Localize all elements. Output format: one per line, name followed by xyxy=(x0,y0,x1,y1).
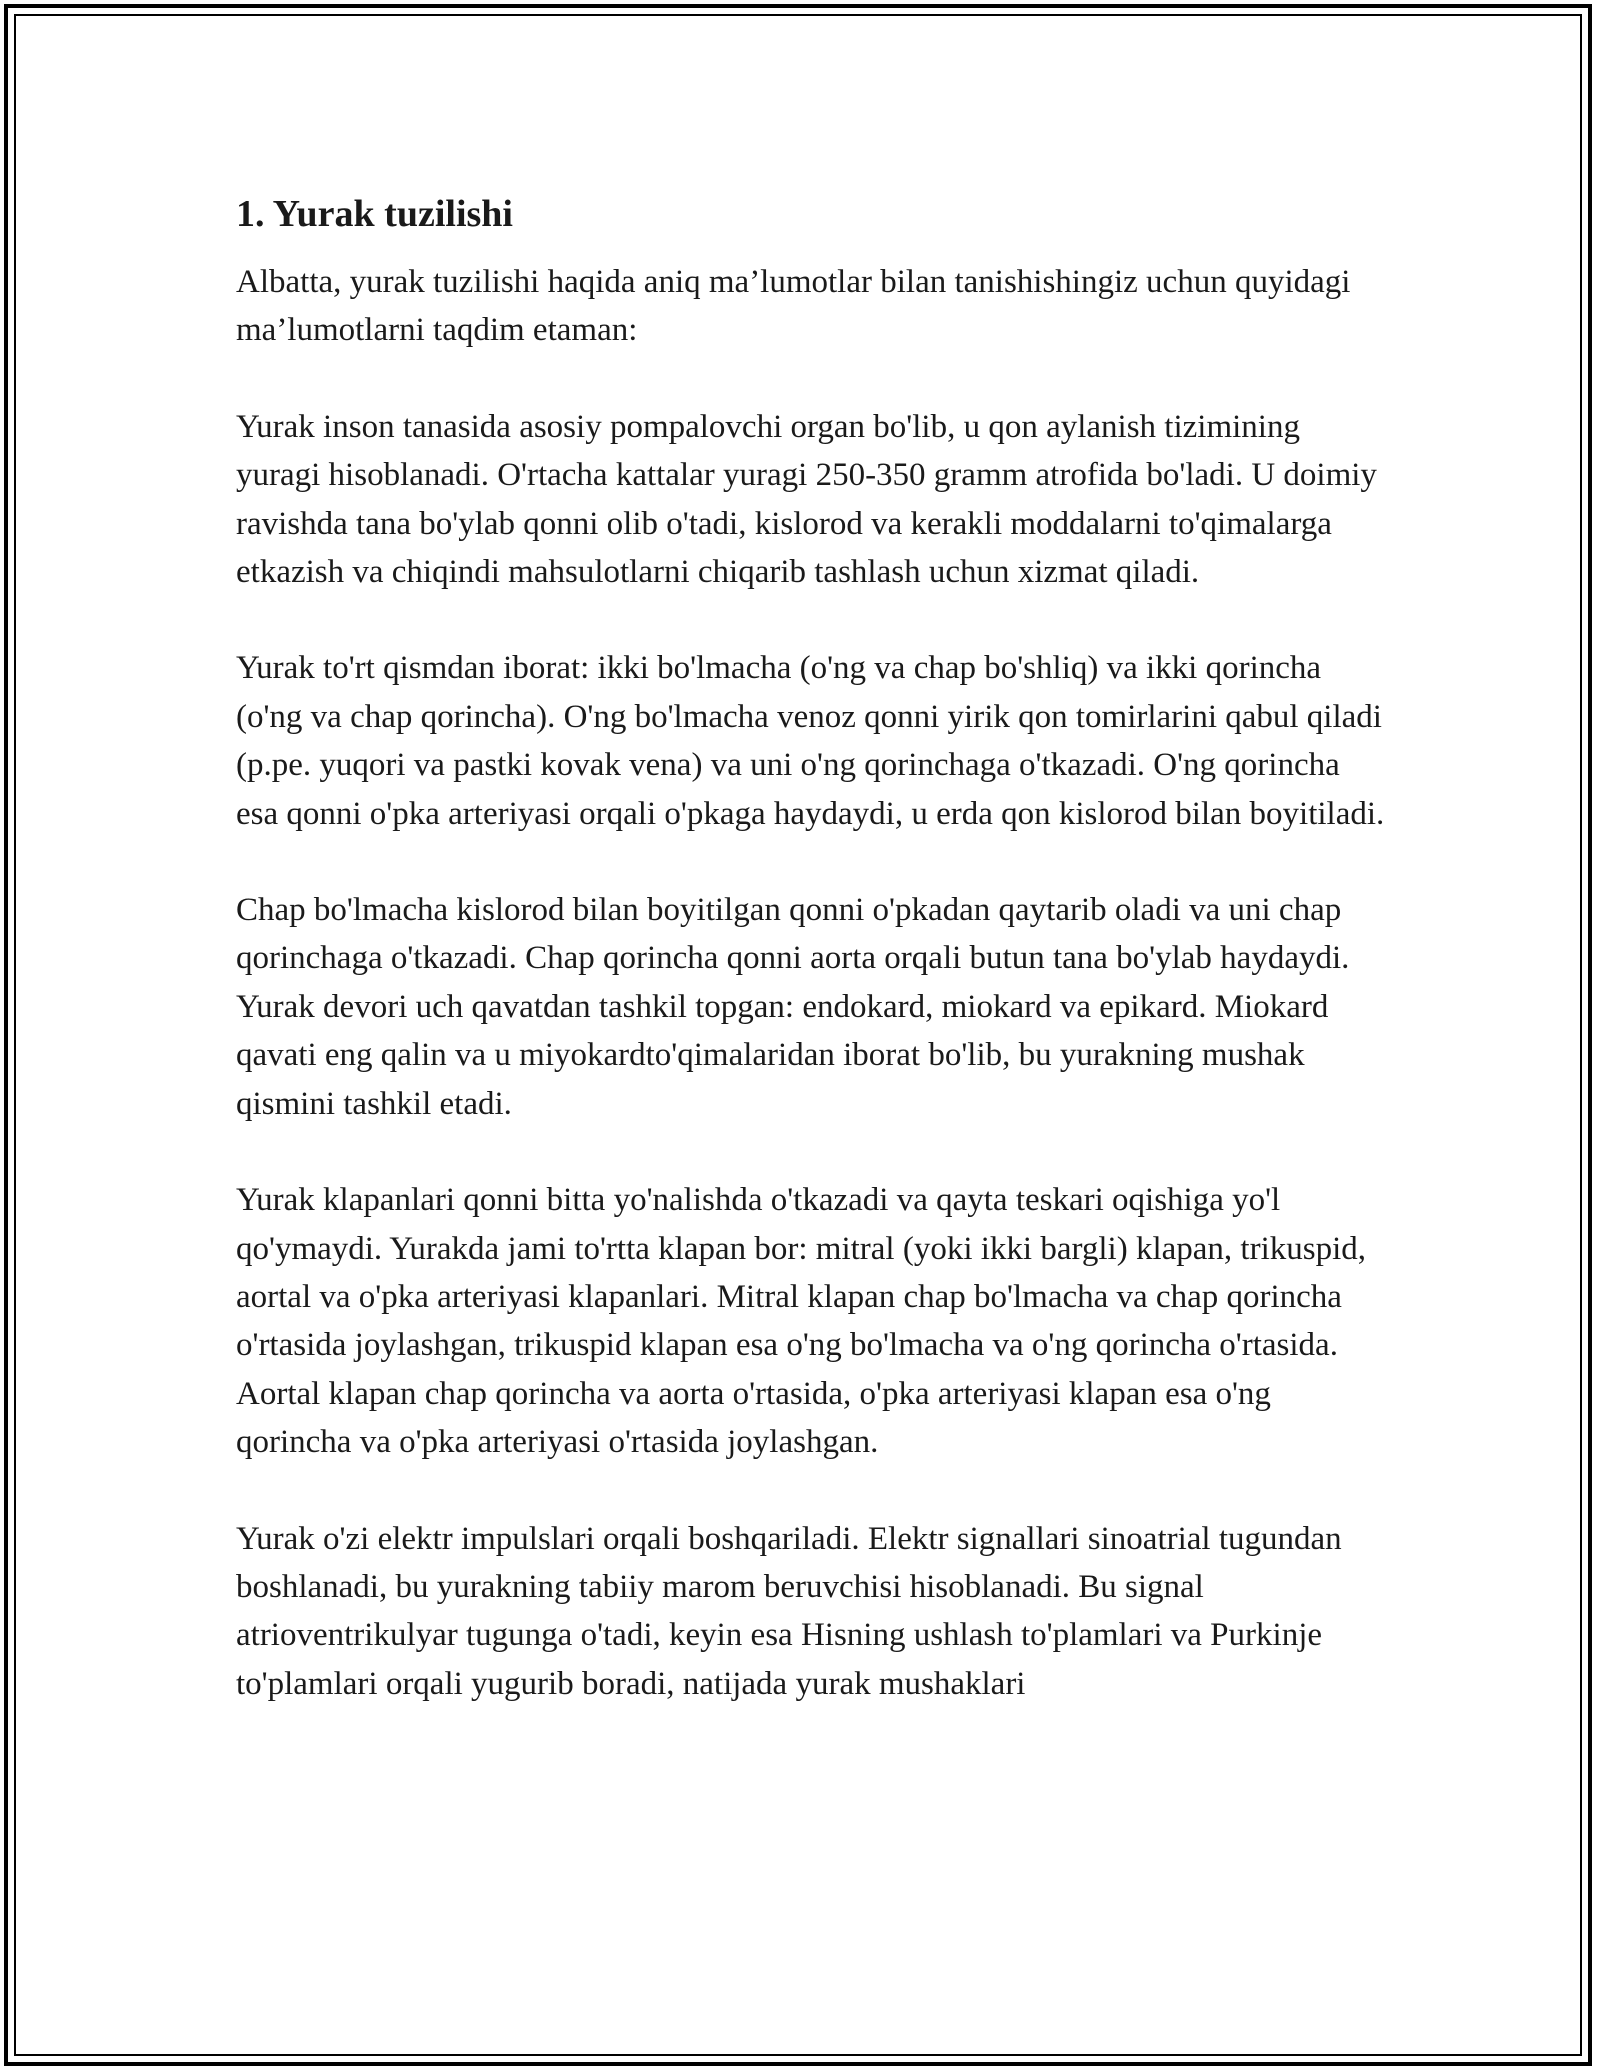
document-body xyxy=(236,186,1386,1708)
paragraph-chambers: Yurak to'rt qismdan iborat: ikki bo'lmacha (o'ng va chap bo'shliq) va ikki qorincha (o'ng va chap qorincha). O'ng bo'lmacha venoz qonni yirik qon tomirlarini qabul qiladi (p.pe. yuqori va pastki kovak vena) va uni o'ng qorinchaga o'tkazadi. O'ng qorincha esa qonni o'pka arteriyasi orqali o'pkaga haydaydi, u erda qon kislorod bilan boyitiladi. xyxy=(236,650,1385,832)
paragraph-conduction: Yurak o'zi elektr impulslari orqali boshqariladi. Elektr signallari sinoatrial tugundan boshlanadi, bu yurakning tabiiy marom beruvchisi hisoblanadi. Bu signal atrioventrikulyar tugunga o'tadi, keyin esa Hisning ushlash to'plamlari va Purkinje to'plamlari orqali yugurib boradi, natijada yurak mushaklari xyxy=(236,1520,1342,1702)
paragraph-intro: Albatta, yurak tuzilishi haqida aniq ma’lumotlar bilan tanishishingiz uchun quyidagi ma’lumotlarni taqdim etaman: xyxy=(236,264,1351,349)
paragraph-left-side: Chap bo'lmacha kislorod bilan boyitilgan qonni o'pkadan qaytarib oladi va uni chap qorinchaga o'tkazadi. Chap qorincha qonni aorta orqali butun tana bo'ylab haydaydi. Yurak devori uch qavatdan tashkil topgan: endokard, miokard va epikard. Miokard qavati eng qalin va u miyokardto'qimalaridan iborat bo'lib, bu yurakning mushak qismini tashkil etadi. xyxy=(236,892,1350,1122)
paragraph-overview: Yurak inson tanasida asosiy pompalovchi organ bo'lib, u qon aylanish tizimining yuragi hisoblanadi. O'rtacha kattalar yuragi 250-350 gramm atrofida bo'ladi. U doimiy ravishda tana bo'ylab qonni olib o'tadi, kislorod va kerakli moddalarni to'qimalarga etkazish va chiqindi mahsulotlarni chiqarib tashlash uchun xizmat qiladi. xyxy=(236,408,1377,591)
paragraph-valves: Yurak klapanlari qonni bitta yo'nalishda o'tkazadi va qayta teskari oqishiga yo'l qo'ymaydi. Yurakda jami to'rtta klapan bor: mitral (yoki ikki bargli) klapan, trikuspid, aortal va o'pka arteriyasi klapanlari. Mitral klapan chap bo'lmacha va chap qorincha o'rtasida joylashgan, trikuspid klapan esa o'ng bo'lmacha va o'ng qorincha o'rtasida. Aortal klapan chap qorincha va aorta o'rtasida, o'pka arteriyasi klapan esa o'ng qorincha va o'pka arteriyasi o'rtasida joylashgan. xyxy=(236,1182,1366,1461)
section-heading: 1. Yurak tuzilishi xyxy=(236,193,513,235)
